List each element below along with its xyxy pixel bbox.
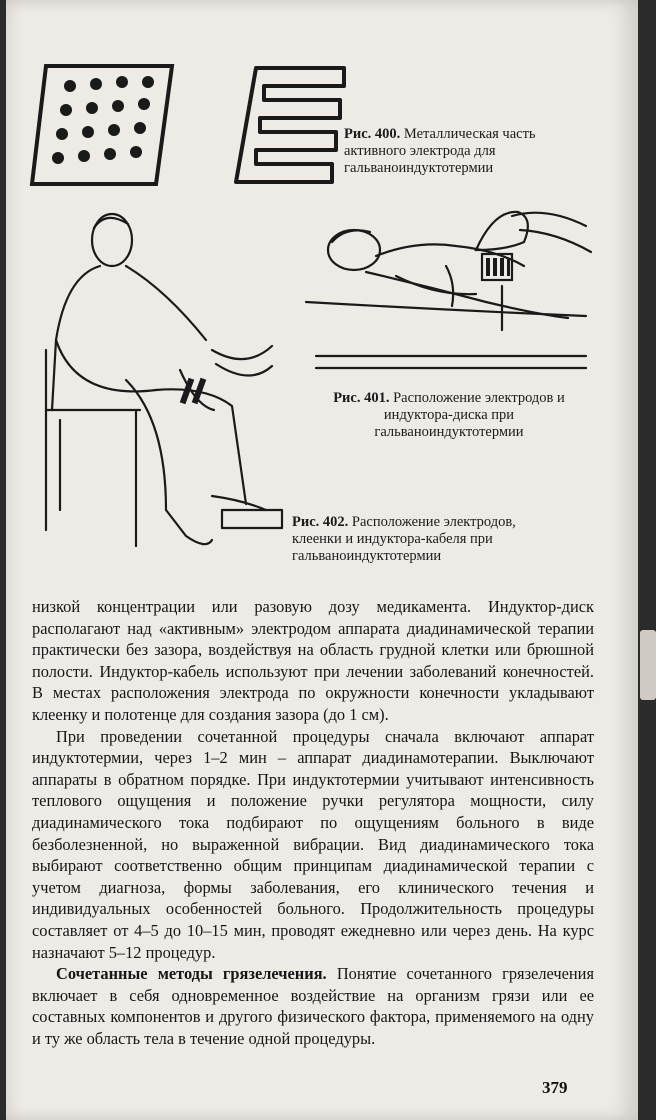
figure-402-line-1: Расположение электродов, [351,514,516,530]
figure-400-line-3: гальваноиндуктотермии [344,160,494,176]
paragraph-3-text: Понятие сочетанного грязелечения включает в себя одновременное воздействие на организм грязи или ее составных компонентов и другого физического фактора, применяемого на одну и ту же область тела в течение одной процедуры. [32,964,594,1048]
perforated-electrode-plate-illustration [32,64,174,188]
paragraph-2: При проведении сочетанной процедуры сначала включают аппарат индуктотермии, через 1–2 мин – аппарат диадинамотерапии. Выключают аппараты в обратном порядке. При индуктотермии учитывают интенсивность теплового ощущения и положение ручки регулятора мощности, силу диадинамического тока подбирают по ощущениям больного в виде безболезненной, но выраженной вибрации. Вид диадинамического тока выбирают соответственно общим принципам диадинамической терапии с учетом диагноза, формы заболевания, его клинического течения и индивидуальных особенностей больного. Продолжительность процедуры составляет от 4–5 до 10–15 мин, проводят ежедневно или через день. На курс назначают 5–12 процедур. [32,726,594,962]
page-tab-marker [640,630,656,700]
paragraph-1: низкой концентрации или разовую дозу медикамента. Индуктор-диск располагают над «активным» электродом аппарата диадинамической терапии практически без зазора, воздействуя на область грудной клетки или брюшной полости. Индуктор-кабель используют при лечении заболеваний конечностей. В местах расположения электрода по окружности конечности укладывают клеенку и полотенце для создания зазора (до 1 см). [32,597,594,724]
meander-electrode-illustration [228,64,350,188]
seated-patient-illustration [36,210,286,566]
page-number: 379 [542,1078,568,1097]
figure-401-line-2: индуктора-диска при [383,407,515,423]
figure-400-caption [344,126,604,177]
figure-400-line-1: Металлическая часть [403,126,536,142]
section-heading: Сочетанные методы грязелечения. [56,964,327,984]
figure-402-line-2: клеенки и индуктора-кабеля при [292,531,493,547]
lying-patient-illustration [306,206,596,374]
paragraph-3 [32,963,594,1049]
figure-401-label: Рис. 401. [333,390,390,406]
body-text [32,596,594,1049]
figure-400-line-2: активного электрода для [344,143,496,159]
figure-401-line-1: Расположение электродов и [393,390,565,406]
figure-401-caption [302,390,596,441]
figure-402-caption [292,514,592,565]
figure-402-label: Рис. 402. [292,514,349,530]
figure-402-line-3: гальваноиндуктотермии [292,548,442,564]
figure-400-label: Рис. 400. [344,126,401,142]
figure-401-line-3: гальваноиндуктотермии [374,424,524,440]
book-page [6,0,638,1120]
